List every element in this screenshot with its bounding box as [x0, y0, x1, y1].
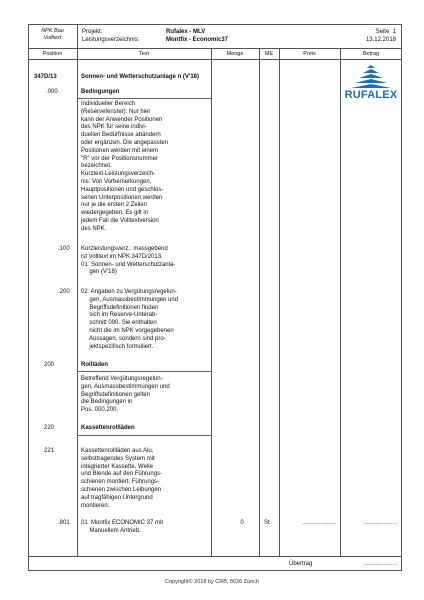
- projekt-label: Projekt:: [82, 29, 103, 35]
- preis-801: ......................: [302, 520, 336, 526]
- text-s221: Kassettenrollläden aus Alu, selbsttragendes System mit integrierter Kassette, Welle und Blende auf den Führungs- schienen montiert. Führungs- schienen zwischen Leibungen auf tragfähigen Untergrund montieren.: [81, 448, 163, 509]
- copyright: Copyright© 2018 by CRB, 8036 Zürich: [165, 579, 259, 585]
- seite-label: Seite: [375, 29, 390, 35]
- text-000: Individueller Bereich (Reservefenster): Nur hier kann der Anwender Positionen des NPK für seine indivi- duellen Bedürfnisse abändern oder ergänzen. Die angepassten Positionen werden mit einem "R" vor der Positionsnummer bezeichnet. Kurztext-Leistungsverzeich- nis: Von Vorbemerkungen, Hauptpositionen und geschlos- senen Unterpositionen werden nur je die ersten 2 Zeilen wiedergegeben. Es gilt in jedem Fall die Volltextversion des NPK.: [81, 101, 169, 232]
- projekt-value: Rufalex - MLV: [166, 29, 206, 35]
- text-200: 02 Angaben zu Vergütungsregelun- gen, Ausmassbestimmungen und Begriffsdefinitionen finden sich im Reserve-Unterab- schnitt 090. Sie enthalten nicht die im NPK vorgegebenen Aussagen, sondern sind pro- jektspezifisch formuliert.: [81, 289, 179, 350]
- col-line-menge: [259, 48, 260, 556]
- text-801: 01 Montfix ECONOMIC 37 mit Manuellem Antrieb.: [81, 520, 164, 534]
- title-s200: Rollläden: [81, 362, 109, 368]
- title-000-underline: [77, 98, 211, 99]
- page-number: [330, 29, 396, 37]
- seite-value: 1: [392, 29, 396, 35]
- pos-s200: 200: [44, 362, 55, 368]
- col-header-preis: Preis: [303, 51, 316, 57]
- col-line-text: [211, 48, 212, 556]
- col-header-betrag: Betrag: [362, 51, 380, 57]
- chapter-number: 347D/13: [34, 74, 57, 80]
- lv-value: Montfix - Economic37: [166, 37, 229, 43]
- col-line-preis: [340, 48, 341, 556]
- pos-100: .100: [58, 246, 70, 252]
- text-100: Kurzleistungsverz.: massgebend ist Volltext im NPK 347D/2013. 01 Sonnen- und Wetterschutzanla- gen (V'18): [81, 246, 176, 276]
- npk-label: [28, 28, 77, 42]
- pos-200: .200: [58, 289, 70, 295]
- betrag-801: ......................: [363, 520, 397, 526]
- header-bottom-line: [28, 48, 402, 49]
- chapter-title: Sonnen- und Wetterschutzanlage n (V'18): [81, 74, 199, 80]
- logo-text: RUFALEX: [344, 89, 398, 101]
- me-801: St: [264, 520, 270, 526]
- text-s200: Betreffend Vergütungsregelun- gen, Ausmassbestimmungen und Begriffsdefinitionen gelten die Bedingungen in Pos. 000.200.: [81, 376, 170, 414]
- uebertrag-label: Übertrag: [289, 561, 313, 567]
- col-line-me: [279, 48, 280, 556]
- lv-label: Leistungsverzeichnis:: [82, 37, 140, 43]
- title-s220: Kassettenrollläden: [81, 425, 135, 431]
- col-header-menge: Menge: [226, 51, 244, 57]
- col-header-position: Position: [42, 51, 63, 57]
- menge-801: 0: [240, 520, 244, 526]
- column-header-bottom-line: [28, 59, 402, 60]
- pos-s221: 221: [44, 448, 55, 454]
- col-header-me: ME: [264, 51, 274, 57]
- header-date: 13.12.2018: [365, 37, 396, 43]
- npk-line2: Volltext: [43, 35, 62, 41]
- title-000: Bedingungen: [81, 89, 120, 95]
- col-header-text: Text: [138, 51, 150, 57]
- pos-801: .801: [58, 520, 70, 526]
- title-s200-underline: [77, 371, 211, 372]
- pos-000: .000: [46, 89, 58, 95]
- npk-line1: NPK Bau: [41, 28, 64, 34]
- col-line-position: [77, 48, 78, 556]
- title-s220-underline: [77, 435, 211, 436]
- footer-line: [28, 556, 402, 557]
- uebertrag-value: ......................: [363, 561, 397, 567]
- rufalex-logo: [340, 62, 402, 106]
- pos-s220: 220: [44, 425, 55, 431]
